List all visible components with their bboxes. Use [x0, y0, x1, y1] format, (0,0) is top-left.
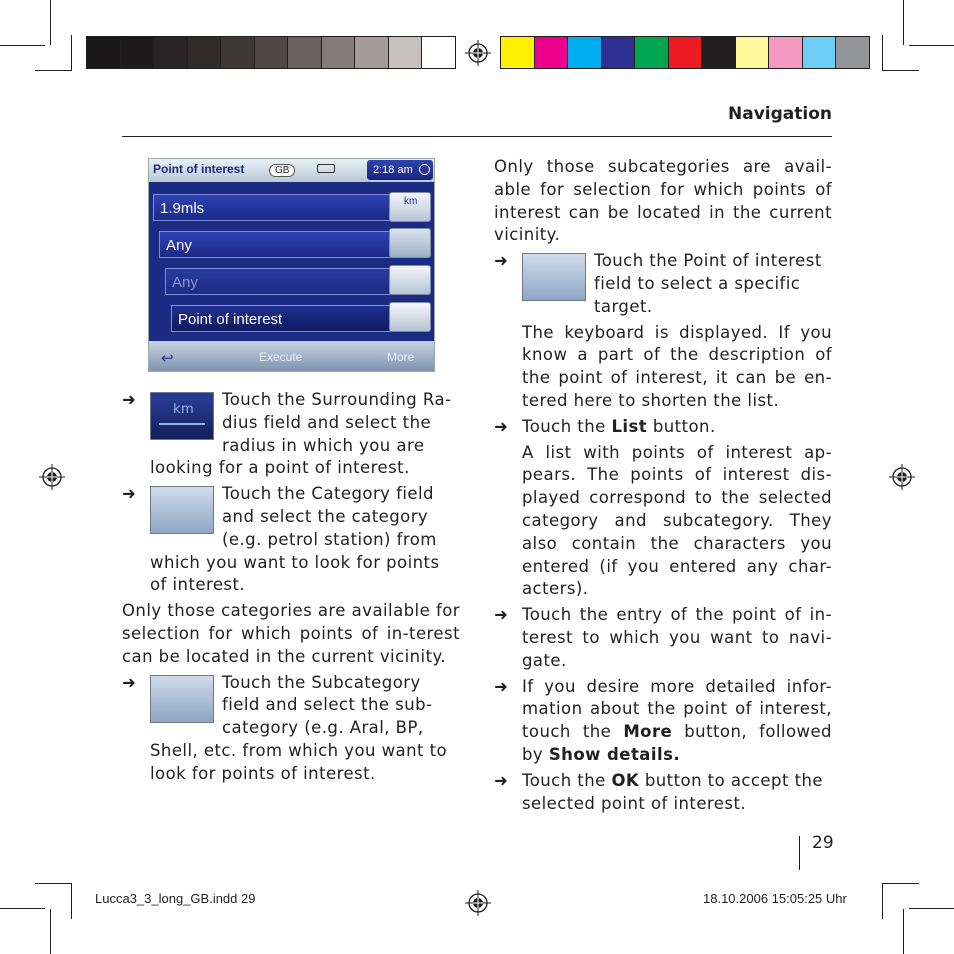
- crop-mark: [0, 908, 45, 909]
- page-number-rule: [799, 836, 800, 870]
- instruction-text: Touch the Subcategory field and select the sub-category (e.g. Aral, BP, Shell, etc. from which you want to look for points of interest.: [150, 672, 448, 783]
- body-paragraph: The keyboard is displayed. If you know a part of the description of the point of interest, it can be en-tered here to shorten the list.: [522, 322, 832, 410]
- color-swatch: [188, 37, 222, 68]
- color-swatch: [769, 37, 803, 68]
- unit-button[interactable]: [389, 192, 431, 222]
- arrow-icon: ➜: [122, 390, 137, 409]
- subcategory-icon: [150, 675, 214, 723]
- page-number: 29: [812, 833, 834, 853]
- crop-mark: [903, 909, 904, 954]
- instruction-item: [122, 389, 460, 480]
- registration-mark-icon: [889, 464, 915, 490]
- color-swatch: [322, 37, 356, 68]
- arrow-icon: ➜: [494, 676, 509, 696]
- registration-mark-icon: [465, 890, 491, 916]
- instruction-text: Touch the Point of interest field to select a specific target.: [594, 251, 822, 316]
- crop-mark: [882, 883, 919, 884]
- color-swatch: [255, 37, 289, 68]
- battery-icon: [317, 164, 335, 173]
- color-swatch: [154, 37, 188, 68]
- crop-mark: [0, 45, 45, 46]
- crop-mark: [71, 35, 72, 71]
- unit-label: km: [404, 196, 418, 207]
- instruction-text: Touch the Surrounding Ra-dius field and select the radius in which you are looking for a point of interest.: [150, 390, 452, 478]
- crop-mark: [50, 909, 51, 954]
- color-swatch: [422, 37, 455, 68]
- radius-km-icon: [150, 392, 214, 440]
- clock-icon: [419, 164, 430, 175]
- instruction-item: [122, 672, 460, 786]
- arrow-icon: ➜: [494, 251, 509, 271]
- color-swatch: [803, 37, 837, 68]
- gray-color-bar: [86, 36, 456, 69]
- color-swatch: [736, 37, 770, 68]
- instruction-item: [122, 483, 460, 597]
- body-paragraph: Only those categories are available for selection for which points of in-terest can be located in the current vicinity.: [122, 601, 460, 666]
- arrow-icon: ➜: [122, 672, 137, 692]
- crop-mark: [71, 883, 72, 919]
- color-swatch: [501, 37, 535, 68]
- slug-date: 18.10.2006 15:05:25 Uhr: [703, 891, 847, 906]
- poi-field[interactable]: Point of interest: [171, 305, 391, 332]
- slug-file: Lucca3_3_long_GB.indd 29: [95, 891, 256, 906]
- instruction-text: Touch the Category field and select the category (e.g. petrol station) from which you want to look for points of interest.: [150, 484, 440, 595]
- crop-mark: [882, 35, 883, 71]
- color-swatch: [669, 37, 703, 68]
- instruction-item: [494, 604, 832, 672]
- instruction-text: Touch the entry of the point of in-terest to which you want to navi-gate.: [522, 605, 832, 670]
- color-swatch: [635, 37, 669, 68]
- color-swatch: [568, 37, 602, 68]
- process-color-bar: [500, 36, 870, 69]
- instruction-text: Touch the OK button to accept the selected point of interest.: [522, 770, 824, 813]
- crop-mark: [882, 70, 919, 71]
- screenshot-time: 2:18 am: [373, 164, 413, 176]
- poi-button[interactable]: [389, 302, 431, 332]
- ruler-line: [159, 423, 205, 425]
- registration-mark-icon: [465, 40, 491, 66]
- crop-mark: [903, 0, 904, 45]
- radius-field[interactable]: 1.9mls: [153, 194, 391, 221]
- crop-mark: [909, 45, 954, 46]
- body-paragraph: A list with points of interest ap-pears. The points of interest dis-played correspond to the selected category and subcategory. They also contain the characters you entered (if you entered any char-acters).: [522, 442, 832, 599]
- subcategory-button[interactable]: [389, 265, 431, 295]
- instruction-text: Touch the List button.: [522, 416, 716, 436]
- arrow-icon: ➜: [122, 484, 137, 504]
- registration-mark-icon: [39, 464, 65, 490]
- left-column: [122, 389, 460, 789]
- arrow-icon: ➜: [494, 605, 509, 625]
- color-swatch: [87, 37, 121, 68]
- page-header-title: Navigation: [728, 104, 832, 124]
- crop-mark: [882, 883, 883, 919]
- execute-button[interactable]: Execute: [259, 350, 303, 364]
- color-swatch: [355, 37, 389, 68]
- right-column: [494, 156, 832, 818]
- color-swatch: [221, 37, 255, 68]
- instruction-text: If you desire more detailed infor-mation about the point of interest, touch the More button, followed by Show details.: [522, 676, 832, 764]
- instruction-item: [494, 250, 832, 318]
- screenshot-country-badge: GB: [269, 164, 295, 177]
- category-button[interactable]: [389, 228, 431, 258]
- body-paragraph: Only those subcategories are avail-able for selection for which points of interest can be located in the current vicinity.: [494, 157, 832, 245]
- km-label: km: [173, 402, 195, 417]
- poi-target-icon: [522, 253, 586, 301]
- instruction-item: [494, 770, 832, 816]
- color-swatch: [535, 37, 569, 68]
- device-screenshot: [148, 158, 435, 372]
- color-swatch: [288, 37, 322, 68]
- crop-mark: [35, 883, 72, 884]
- crop-mark: [50, 0, 51, 45]
- header-rule: [122, 136, 832, 137]
- color-swatch: [702, 37, 736, 68]
- color-swatch: [602, 37, 636, 68]
- color-swatch: [389, 37, 423, 68]
- color-swatch: [836, 37, 869, 68]
- category-field[interactable]: Any: [159, 231, 391, 258]
- category-icon: [150, 486, 214, 534]
- instruction-item: [494, 416, 832, 439]
- more-button[interactable]: More: [387, 350, 415, 364]
- crop-mark: [35, 70, 72, 71]
- crop-mark: [909, 908, 954, 909]
- arrow-icon: ➜: [494, 416, 509, 436]
- back-icon[interactable]: ↩: [161, 350, 174, 367]
- arrow-icon: ➜: [494, 770, 509, 790]
- instruction-item: [494, 676, 832, 767]
- subcategory-field[interactable]: Any: [165, 268, 391, 295]
- color-swatch: [121, 37, 155, 68]
- screenshot-title: Point of interest: [153, 162, 245, 176]
